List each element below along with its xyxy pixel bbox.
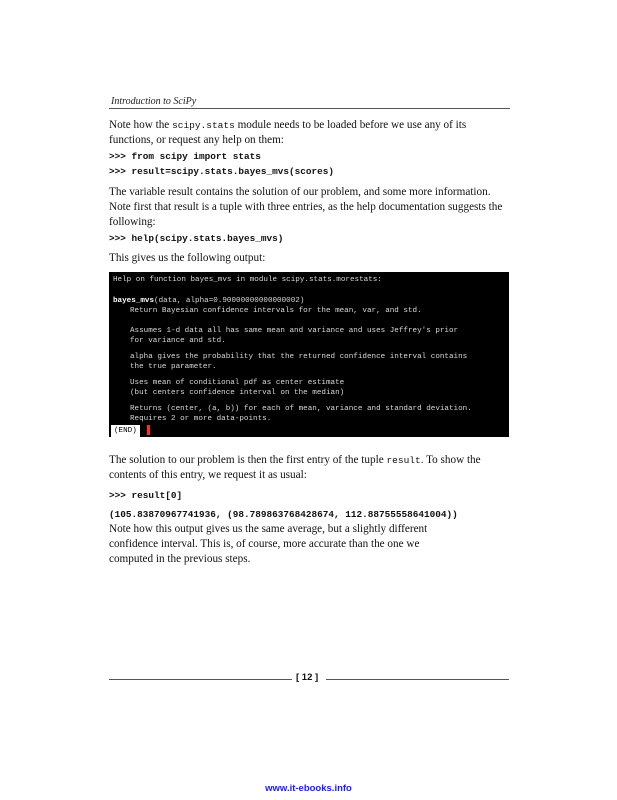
- code-line-import: >>> from scipy import stats: [109, 151, 261, 162]
- terminal-end-marker: (END): [111, 425, 140, 437]
- paragraph-solution: [109, 453, 511, 483]
- inline-code-result: result: [386, 455, 421, 466]
- terminal-signature-args: (data, alpha=0.90000000000000002): [154, 297, 305, 305]
- paragraph-solution-after: . To show the contents of this entry, we request it as usual:: [109, 454, 481, 481]
- terminal-screenshot: [109, 272, 509, 437]
- terminal-help-heading: Help on function bayes_mvs in module scipy.stats.morestats:: [113, 276, 382, 284]
- terminal-doc-line: alpha gives the probability that the returned confidence interval contains: [130, 353, 468, 361]
- running-header: Introduction to SciPy: [111, 96, 197, 107]
- footer-rule-right: [326, 679, 509, 680]
- paragraph-solution-before: The solution to our problem is then the first entry of the tuple: [109, 454, 387, 466]
- footer-rule-left: [109, 679, 292, 680]
- page-number: [ 12 ]: [296, 672, 319, 683]
- terminal-signature-name: bayes_mvs: [113, 297, 155, 305]
- terminal-signature: [113, 296, 304, 307]
- terminal-doc-line: Uses mean of conditional pdf as center estimate: [130, 379, 345, 387]
- terminal-doc-line: Return Bayesian confidence intervals for the mean, var, and std.: [130, 307, 422, 315]
- paragraph-intro-before: Note how the: [109, 119, 173, 131]
- watermark-link[interactable]: www.it-ebooks.info: [265, 783, 352, 794]
- paragraph-intro-after: module needs to be loaded before we use any of its functions, or request any help on them:: [109, 119, 467, 146]
- terminal-doc-line: (but centers confidence interval on the median): [130, 389, 345, 397]
- terminal-doc-line: the true parameter.: [130, 363, 217, 371]
- paragraph-result-tuple: The variable result contains the solution of our problem, and some more information. Note first that result is a tuple with three entries, as the help documentation suggests the following:: [109, 186, 503, 228]
- terminal-doc-line: Assumes 1-d data all has same mean and variance and uses Jeffrey's prior: [130, 327, 459, 335]
- terminal-cursor: [147, 425, 150, 435]
- code-line-result-output: (105.83870967741936, (98.789863768428674, 112.88755558641004)): [109, 509, 458, 520]
- paragraph-intro: [109, 118, 511, 148]
- code-line-help: >>> help(scipy.stats.bayes_mvs): [109, 233, 284, 244]
- terminal-doc-line: Requires 2 or more data-points.: [130, 415, 272, 423]
- paragraph-conclusion: Note how this output gives us the same average, but a slightly different confidence interval. This is, of course, more accurate than the one we computed in the previous steps.: [109, 523, 428, 565]
- inline-code-scipy-stats: scipy.stats: [172, 120, 235, 131]
- paragraph-output-intro: This gives us the following output:: [109, 252, 266, 264]
- terminal-doc-line: for variance and std.: [130, 337, 226, 345]
- code-line-result: >>> result=scipy.stats.bayes_mvs(scores): [109, 166, 335, 177]
- header-rule: [109, 108, 510, 109]
- terminal-doc-line: Returns (center, (a, b)) for each of mean, variance and standard deviation.: [130, 405, 472, 413]
- code-line-result-index: >>> result[0]: [109, 490, 183, 501]
